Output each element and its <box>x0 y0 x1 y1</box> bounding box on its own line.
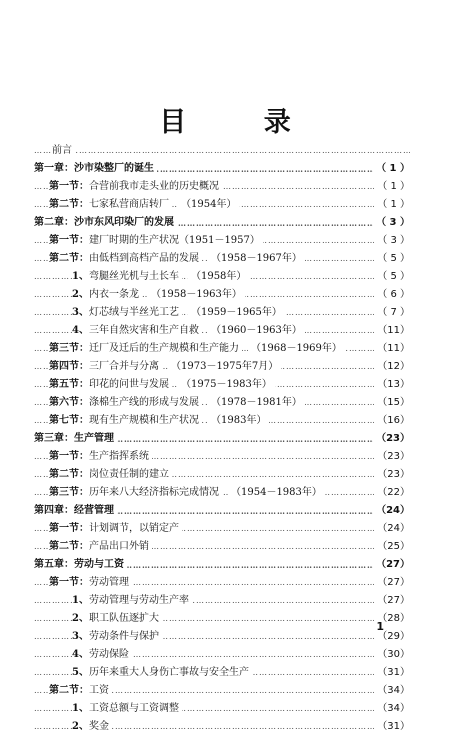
toc-entry-date: （1975－1983年） <box>178 379 275 390</box>
toc-entry-text <box>72 631 162 642</box>
toc-entry-page: （31） <box>374 664 410 682</box>
toc-entry-label: 4、 <box>72 325 89 336</box>
toc-entry-date: （1973－1975年7月） <box>168 361 281 372</box>
toc-entry-label: 第三章： <box>34 433 74 444</box>
toc-entry-page: （12） <box>374 358 410 376</box>
toc-entry-text <box>34 163 157 174</box>
toc-entry-page: （ 1 ） <box>374 196 410 214</box>
toc-entry-label: 4、 <box>72 649 89 660</box>
toc-entry-title: 内衣一条龙 <box>88 289 139 300</box>
toc-entry-text <box>72 721 112 732</box>
toc-entry-label: 第二节： <box>49 253 89 264</box>
toc-entry-label: 1、 <box>72 703 89 714</box>
toc-item-row <box>34 322 410 340</box>
toc-section-row <box>34 574 410 592</box>
toc-entry-date: （1983年） <box>208 415 269 426</box>
toc-section-row <box>34 250 410 268</box>
toc-entry-title: 历年来重大人身伤亡事故与安全生产 <box>88 667 249 678</box>
toc-entry-text <box>49 199 172 210</box>
toc-item-row <box>34 268 410 286</box>
dot-leader <box>34 142 410 160</box>
toc-entry-text <box>72 271 182 282</box>
toc-item-row <box>34 592 410 610</box>
toc-entry-label: 第二节： <box>49 685 89 696</box>
toc-entry-page: （22） <box>374 484 410 502</box>
toc-entry-label: 第五节： <box>49 379 89 390</box>
toc-entry-text <box>52 145 75 156</box>
toc-section-row <box>34 376 410 394</box>
toc-section-row <box>34 196 410 214</box>
toc-front-row <box>34 142 410 160</box>
toc-entry-text <box>49 379 172 390</box>
toc-entry-text <box>72 703 182 714</box>
toc-entry-label: 第五章： <box>34 559 74 570</box>
toc-entry-title: 沙市染整厂的诞生 <box>74 163 154 174</box>
toc-entry-text <box>49 397 202 408</box>
toc-entry-page: （24） <box>373 502 410 520</box>
toc-entry-title: 奖金 <box>88 721 109 732</box>
toc-entry-label: 5、 <box>72 667 89 678</box>
toc-entry-text <box>72 307 182 318</box>
toc-entry-title: 生产指挥系统 <box>89 451 149 462</box>
toc-entry-label: 第三节： <box>49 487 89 498</box>
toc-chapter-row <box>34 430 410 448</box>
toc-entry-page: （ 5 ） <box>374 268 410 286</box>
toc-entry-page: （24） <box>374 520 410 538</box>
toc-entry-title: 劳动保险 <box>88 649 129 660</box>
toc-entry-label: 第三节： <box>49 343 89 354</box>
toc-entry-text <box>34 505 117 516</box>
toc-entry-page: （15） <box>374 394 410 412</box>
toc-entry-text <box>72 649 132 660</box>
page-title: 目 录 <box>159 107 325 138</box>
toc-entry-date: （1978－1981年） <box>208 397 305 408</box>
toc-entry-text <box>49 577 132 588</box>
toc-section-row <box>34 448 410 466</box>
toc-entry-date: （1954年） <box>178 199 239 210</box>
toc-section-row <box>34 358 410 376</box>
toc-item-row <box>34 286 410 304</box>
toc-entry-label: 第一节： <box>49 451 89 462</box>
toc-entry-page: （11） <box>374 322 410 340</box>
toc-entry-label: 第一节： <box>49 235 89 246</box>
toc-entry-title: 职工队伍逐扩大 <box>88 613 159 624</box>
toc-item-row <box>34 610 410 628</box>
toc-entry-text <box>72 595 192 606</box>
toc-entry-title: 三年自然灾害和生产自救 <box>88 325 199 336</box>
toc-section-row <box>34 484 410 502</box>
toc-entry-text <box>49 685 112 696</box>
toc-entry-date: （1959－1965年） <box>188 307 285 318</box>
toc-entry-title: 经营管理 <box>74 505 114 516</box>
toc-entry-title: 计划调节，以销定产 <box>89 523 179 534</box>
toc-section-row <box>34 466 410 484</box>
toc-section-row <box>34 178 410 196</box>
toc-entry-page: （23） <box>374 448 410 466</box>
toc-entry-label: 1、 <box>72 271 89 282</box>
toc-entry-title: 历年来八大经济指标完成情况 <box>89 487 219 498</box>
toc-entry-title: 劳动管理与劳动生产率 <box>88 595 189 606</box>
toc-entry-page: （30） <box>374 646 410 664</box>
toc-entry-text <box>49 235 263 246</box>
toc-chapter-row <box>34 160 410 178</box>
toc-section-row <box>34 232 410 250</box>
toc-entry-title: 合营前我市走头业的历史概况 <box>89 181 219 192</box>
toc-entry-title: 劳动与工资 <box>74 559 124 570</box>
toc-entry-page: （ 3 ） <box>373 214 410 232</box>
toc-entry-date: （1958年） <box>188 271 249 282</box>
toc-section-row <box>34 538 410 556</box>
toc-entry-title: 劳动管理 <box>89 577 129 588</box>
toc-entry-text <box>34 433 117 444</box>
toc-entry-label: 3、 <box>72 631 89 642</box>
toc-entry-date: （1960－1963年） <box>208 325 305 336</box>
toc-entry-title: 建厂时期的生产状况（1951－1957） <box>89 235 260 246</box>
toc-entry-label: 2、 <box>72 289 89 300</box>
toc-entry-page: （27） <box>373 556 410 574</box>
toc-entry-label: 3、 <box>72 307 89 318</box>
toc-entry-label: 第七节： <box>49 415 89 426</box>
table-of-contents <box>34 142 410 736</box>
toc-entry-label: 第四节： <box>49 361 89 372</box>
toc-entry-title: 前言 <box>52 145 72 156</box>
toc-entry-label: 第二节： <box>49 199 89 210</box>
toc-entry-title: 工资 <box>89 685 109 696</box>
toc-item-row <box>34 718 410 736</box>
toc-entry-text <box>49 253 202 264</box>
toc-entry-page: （25） <box>374 538 410 556</box>
toc-entry-page: （23） <box>373 430 410 448</box>
toc-entry-text <box>49 343 242 354</box>
toc-entry-text <box>49 523 182 534</box>
toc-entry-title: 沙市东风印染厂的发展 <box>74 217 174 228</box>
toc-entry-text <box>49 469 172 480</box>
toc-entry-label: 第一节： <box>49 181 89 192</box>
toc-entry-label: 2、 <box>72 613 89 624</box>
toc-chapter-row <box>34 502 410 520</box>
toc-item-row <box>34 646 410 664</box>
toc-entry-page: （23） <box>374 466 410 484</box>
toc-section-row <box>34 682 410 700</box>
toc-entry-text <box>49 541 152 552</box>
toc-entry-label: 第一节： <box>49 577 89 588</box>
toc-item-row <box>34 304 410 322</box>
toc-item-row <box>34 700 410 718</box>
toc-section-row <box>34 340 410 358</box>
toc-entry-title: 迁厂及迁后的生产规模和生产能力 <box>89 343 239 354</box>
toc-entry-label: 第二节： <box>49 469 89 480</box>
toc-item-row <box>34 664 410 682</box>
toc-entry-text <box>72 325 202 336</box>
toc-entry-page: （ 6 ） <box>374 286 410 304</box>
toc-entry-page: （27） <box>374 592 410 610</box>
toc-entry-title: 七家私营商店转厂 <box>89 199 169 210</box>
toc-entry-text <box>34 217 177 228</box>
toc-entry-text <box>49 415 202 426</box>
page-number: 1 <box>376 620 384 633</box>
toc-entry-page: （ 3 ） <box>374 232 410 250</box>
toc-entry-title: 灯芯绒与半丝光工艺 <box>88 307 179 318</box>
toc-entry-text <box>34 559 127 570</box>
toc-entry-page: （13） <box>374 376 410 394</box>
toc-entry-page: （11） <box>374 340 410 358</box>
toc-entry-title: 弯腿丝光机与土长车 <box>88 271 179 282</box>
toc-entry-page: （ 7 ） <box>374 304 410 322</box>
toc-entry-title: 生产管理 <box>74 433 114 444</box>
toc-section-row <box>34 520 410 538</box>
toc-entry-label: 第二章： <box>34 217 74 228</box>
toc-entry-page: （ 1 ） <box>374 178 410 196</box>
toc-entry-label: 第二节： <box>49 541 89 552</box>
toc-entry-text <box>49 451 152 462</box>
toc-entry-title: 产品出口外销 <box>89 541 149 552</box>
toc-entry-date: （1954－1983年） <box>228 487 325 498</box>
toc-entry-title: 工资总额与工资调整 <box>88 703 179 714</box>
toc-chapter-row <box>34 214 410 232</box>
toc-entry-date: （1958－1967年） <box>208 253 305 264</box>
toc-entry-page: （34） <box>374 700 410 718</box>
toc-entry-label: 1、 <box>72 595 89 606</box>
toc-entry-page: （31） <box>374 718 410 736</box>
toc-entry-text <box>49 361 162 372</box>
toc-entry-text <box>49 487 222 498</box>
toc-entry-page: （29） <box>374 628 410 646</box>
toc-entry-text <box>72 613 162 624</box>
toc-entry-text <box>72 289 142 300</box>
toc-item-row <box>34 628 410 646</box>
toc-entry-title: 三厂合并与分离 <box>89 361 159 372</box>
toc-entry-page: （ 1 ） <box>373 160 410 178</box>
toc-entry-page: （28） <box>374 610 410 628</box>
toc-section-row <box>34 412 410 430</box>
toc-entry-title: 劳动条件与保护 <box>88 631 159 642</box>
toc-entry-text <box>72 667 252 678</box>
toc-entry-title: 由低档到高档产品的发展 <box>89 253 199 264</box>
toc-entry-page: （16） <box>374 412 410 430</box>
toc-entry-text <box>49 181 222 192</box>
toc-entry-title: 印花的问世与发展 <box>89 379 169 390</box>
toc-entry-label: 2、 <box>72 721 89 732</box>
toc-entry-page: （34） <box>374 682 410 700</box>
toc-chapter-row <box>34 556 410 574</box>
toc-entry-title: 涤棉生产线的形成与发展 <box>89 397 199 408</box>
toc-section-row <box>34 394 410 412</box>
toc-entry-title: 现有生产规模和生产状况 <box>89 415 199 426</box>
toc-entry-page: （ 5 ） <box>374 250 410 268</box>
toc-entry-date: （1968－1969年） <box>248 343 345 354</box>
toc-entry-label: 第一章： <box>34 163 74 174</box>
toc-entry-date: （1958－1963年） <box>148 289 245 300</box>
toc-entry-title: 岗位责任制的建立 <box>89 469 169 480</box>
toc-entry-label: 第一节： <box>49 523 89 534</box>
toc-entry-label: 第六节： <box>49 397 89 408</box>
toc-entry-page: （27） <box>374 574 410 592</box>
toc-entry-label: 第四章： <box>34 505 74 516</box>
